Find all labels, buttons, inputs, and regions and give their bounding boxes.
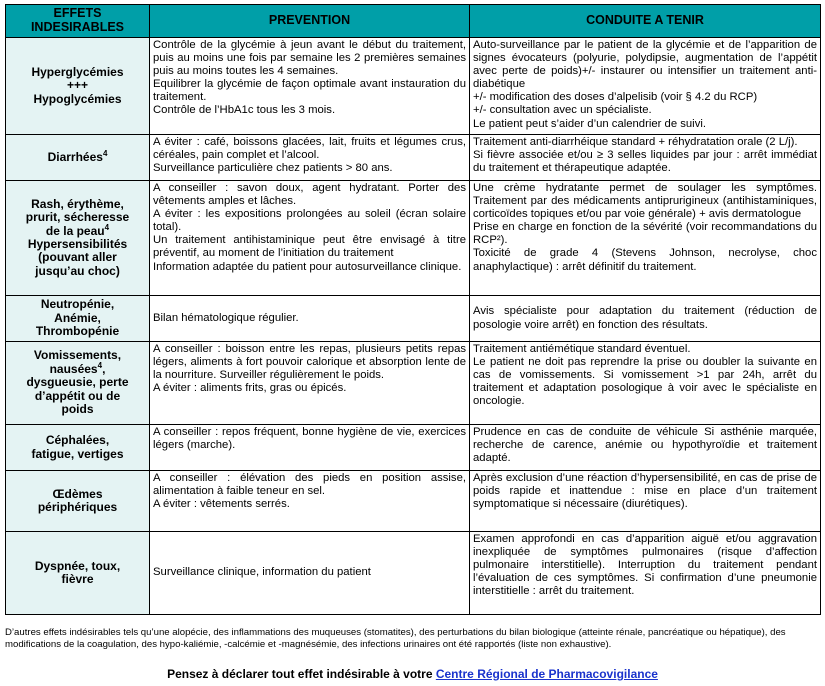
effect-cell [6,296,150,342]
prevention-cell [150,425,470,471]
effect-line: Thrombopénie [35,324,120,339]
table-body [6,38,821,615]
table-row-vomiting [6,342,821,425]
conduct-paragraph: Traitement anti-diarrhéique standard + réhydratation orale (2 L/j). [473,136,798,148]
conduct-cell [470,425,821,471]
prevention-paragraph: A conseiller : savon doux, agent hydratant. Porter des vêtements amples et lâches. [153,182,466,208]
effect-cell [6,471,150,532]
prevention-paragraph: Contrôle de la glycémie à jeun avant le début du traitement, puis au moins une fois par semaine les 2 premières semaines puis au moins toutes les 4 semaines. [153,39,466,78]
prevention-cell [150,342,470,425]
prevention-paragraph: Information adaptée du patient pour autosurveillance clinique. [153,260,462,273]
conduct-paragraph: Traitement antiémétique standard éventuel. [473,343,691,355]
prevention-paragraph: A éviter : les expositions prolongées au soleil (écran solaire total). [153,208,466,234]
prevention-paragraph: A éviter : aliments frits, gras ou épicés. [153,382,347,395]
effect-line: périphériques [37,500,118,514]
effect-cell [6,38,150,135]
conduct-cell [470,342,821,425]
conduct-paragraph: Avis spécialiste pour adaptation du traitement (réduction de posologie voire arrêt) en fonction des résultats. [473,305,817,331]
conduct-cell [470,532,821,615]
effect-line: Œdèmes [52,486,103,501]
conduct-paragraph: Une crème hydratante permet de soulager les symptômes. Traitement par des médicaments antiprurigineux (antihistaminiques, corticoïdes topiques et/ou par voie générale) + avis dermatologue [473,182,817,221]
prevention-paragraph: Surveillance particulière chez patients > 80 ans. [153,162,393,175]
effect-line: Céphalées, [45,433,110,448]
table-row-edema [6,471,821,532]
effect-line: Vomissements, [33,348,122,363]
prevention-paragraph: A éviter : vêtements serrés. [153,498,290,511]
conduct-paragraph: +/- modification des doses d’alpelisib (voir § 4.2 du RCP) [473,91,758,104]
effect-line: fatigue, vertiges [31,446,124,461]
footer-text: Pensez à déclarer tout effet indésirable à votre [167,667,436,681]
conduct-paragraph: Si fièvre associée et/ou ≥ 3 selles liquides par jour : arrêt immédiat du traitement et thérapeutique adaptée. [473,149,817,175]
adverse-effects-table [5,4,821,615]
prevention-cell [150,38,470,135]
table-header-row [6,5,821,38]
prevention-paragraph: A conseiller : élévation des pieds en position assise, alimentation à faible teneur en sel. [153,472,466,498]
effect-line: Hypersensibilités [27,237,128,251]
header-effects: EFFETS INDESIRABLES [6,5,150,38]
effect-line: Neutropénie, [40,297,115,312]
effect-line: Hyperglycémies [31,64,124,79]
conduct-paragraph: Après exclusion d’une réaction d’hypersensibilité, en cas de prise de poids rapide et inattendue : mise en place d’un traitement symptomatique si nécessaire (diurétiques). [473,472,817,511]
footnote: D’autres effets indésirables tels qu’une alopécie, des inflammations des muqueuses (stomatites), des perturbations du bilan biologique (atteinte rénale, pancréatique ou hépatique), des modifications de la coagulation, des hypo-kaliémie, -calcémie et -magnésémie, des infections urinaires ont été rapportés (liste non exhaustive). [5,627,786,650]
prevention-cell [150,181,470,296]
footnote-reference: 4 [97,360,103,370]
prevention-paragraph: A éviter : café, boissons glacées, lait, fruits et légumes crus, céréales, pain complet et l’alcool. [153,136,466,162]
effect-line: Anémie, [54,310,101,325]
prevention-cell [150,532,470,615]
effect-line: fièvre [61,572,94,586]
table-row-neutropenia [6,296,821,342]
pharmacovigilance-link[interactable]: Centre Régional de Pharmacovigilance [435,667,658,681]
effect-line: poids [61,402,94,417]
table-row-rash [6,181,821,296]
header-conduct: CONDUITE A TENIR [470,5,821,38]
effect-line: Dyspnée, toux, [34,558,121,573]
prevention-paragraph: Un traitement antihistaminique peut être envisagé à titre préventif, au moment de l’initiation du traitement [153,234,466,260]
conduct-cell [470,181,821,296]
effect-line: (pouvant aller [38,250,117,265]
effect-line: Hypoglycémies [33,91,122,106]
table-row-diarrhea [6,135,821,181]
conduct-cell [470,38,821,135]
effect-line: dysgueusie, perte [26,375,129,390]
effect-line: nausées$^4$, [49,360,106,376]
prevention-cell [150,471,470,532]
effect-cell [6,532,150,615]
prevention-paragraph: Surveillance clinique, information du patient [153,566,371,579]
effect-line: prurit, sécheresse [25,210,130,225]
prevention-paragraph: Contrôle de l’HbA1c tous les 3 mois. [153,104,336,117]
conduct-cell [470,135,821,181]
effect-line: de la peau$^4$ [45,222,110,238]
footnote-reference: 4 [102,148,108,158]
conduct-paragraph: Le patient ne doit pas reprendre la prise ou doubler la suivante en cas de vomissements. Si vomissement >1 par 24h, arrêt du traitement et adaptation posologique à voir avec le spécialiste en oncologie. [473,356,817,408]
effect-cell [6,181,150,296]
table-row-hyperglycemia [6,38,821,135]
effect-line: jusqu’au choc) [35,263,120,278]
prevention-cell [150,135,470,181]
conduct-cell [470,296,821,342]
footnote-reference: 4 [104,222,110,232]
conduct-paragraph: Toxicité de grade 4 (Stevens Johnson, necrolyse, choc anaphylactique) : arrêt définitif du traitement. [473,247,817,273]
table-row-headache [6,425,821,471]
effect-line: d’appétit ou de [34,388,121,403]
effect-line: Rash, érythème, [31,196,124,211]
table-row-dyspnea [6,532,821,615]
effect-cell [6,135,150,181]
conduct-paragraph: +/- consultation avec un spécialiste. [473,104,652,117]
prevention-paragraph: Equilibrer la glycémie de façon optimale avant instauration du traitement. [153,78,466,104]
conduct-paragraph: Prise en charge en fonction de la sévérité (voir recommandations du RCP²). [473,221,817,247]
header-prevention: PREVENTION [150,5,470,38]
conduct-cell [470,471,821,532]
effect-line: Diarrhées$^4$ [47,148,108,164]
prevention-paragraph: A conseiller : repos fréquent, bonne hygiène de vie, exercices légers (marche). [153,426,466,452]
effect-cell [6,342,150,425]
prevention-paragraph: A conseiller : boisson entre les repas, plusieurs petits repas légers, aliments à fort pouvoir calorique et absorption lente de la nourriture. Surveiller régulièrement le poids. [153,343,466,382]
prevention-paragraph: Bilan hématologique régulier. [153,311,299,324]
conduct-paragraph: Auto-surveillance par le patient de la glycémie et de l’apparition de signes évocateurs (polyurie, polydipsie, augmentation de l’appétit avec perte de poids)+/- instaurer ou intensifier un traitement anti-diabétique [473,39,817,91]
effect-line: +++ [66,78,89,93]
prevention-cell [150,296,470,342]
footer-notice [0,667,825,681]
adverse-effects-table-container [5,4,820,615]
effect-cell [6,425,150,471]
conduct-paragraph: Examen approfondi en cas d’apparition aiguë et/ou aggravation inexpliquée de symptômes pulmonaires (risque d’affection pulmonaire interstitielle). Interruption du traitement pendant l’évaluation de ces symptômes. Si confirmation d’une pneumonie interstitielle : arrêt du traitement. [473,533,817,598]
conduct-paragraph: Le patient peut s’aider d’un calendrier de suivi. [473,117,706,130]
conduct-paragraph: Prudence en cas de conduite de véhicule Si asthénie marquée, recherche de carence, anémie ou hypothyroïdie et traitement adapté. [473,426,817,465]
